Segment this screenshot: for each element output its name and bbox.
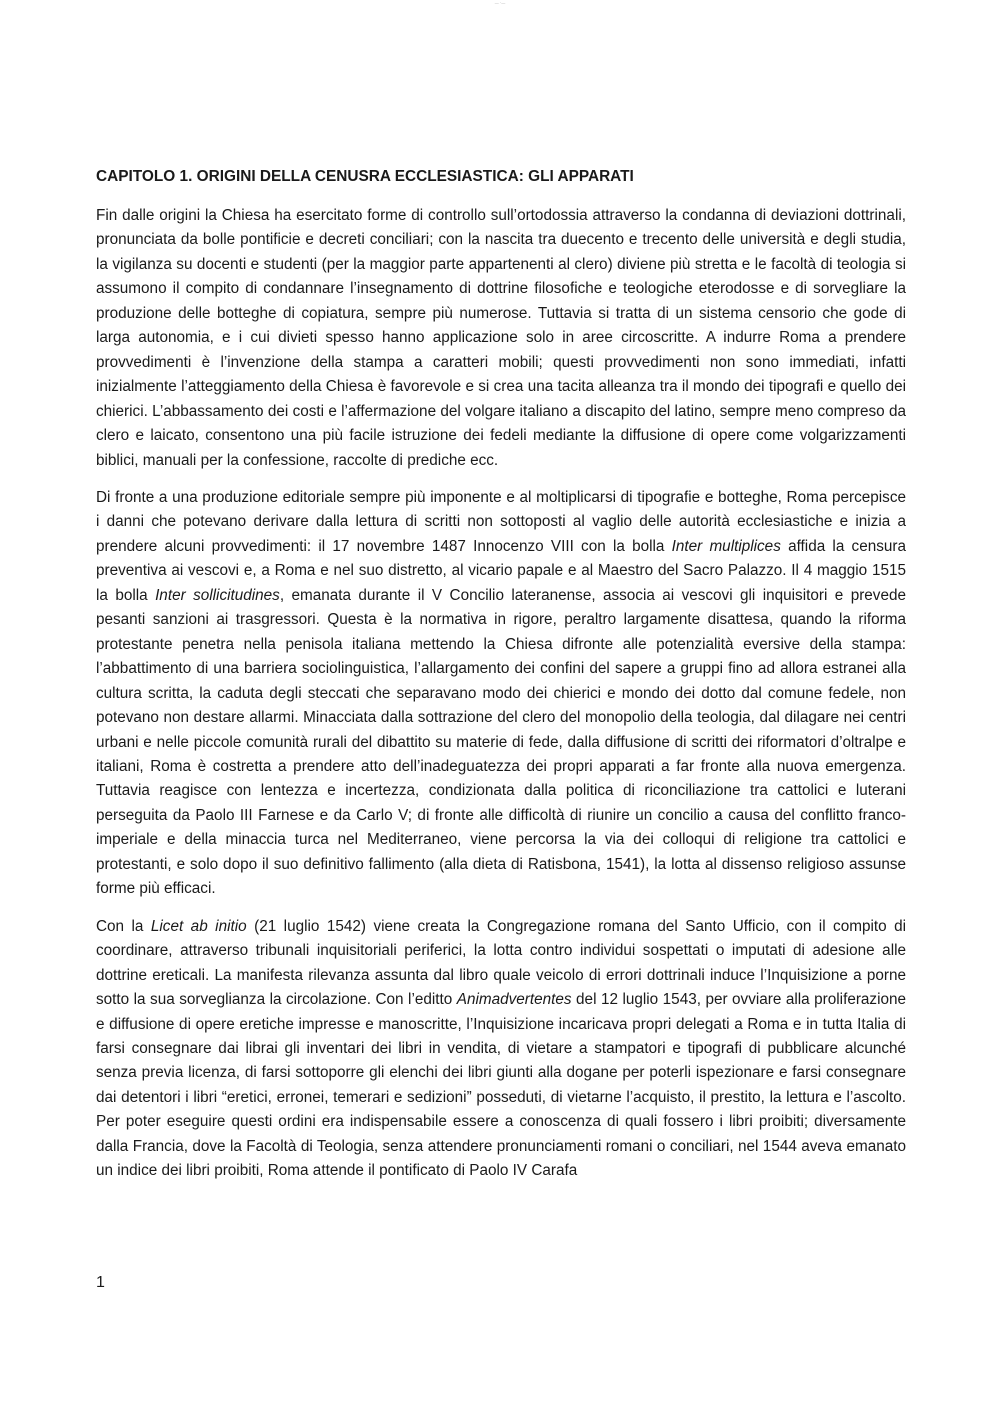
chapter-title: CAPITOLO 1. ORIGINI DELLA CENUSRA ECCLESIASTICA: GLI APPARATI (96, 168, 634, 185)
bull-title-inter-sollicitudines: Inter sollicitudines (155, 586, 280, 604)
header-mark: — ·— (494, 0, 506, 5)
bull-title-licet-ab-initio: Licet ab initio (150, 917, 247, 935)
paragraph-text: Di fronte a una produzione editoriale sempre più imponente e al moltiplicarsi di tipografie e botteghe, Roma percepisce i danni che potevano derivare dalla lettura di scritti non sottoposti al vaglio delle autorità ecclesiastiche e inizia a prendere alcuni provvedimenti: il 17 novembre 1487 Innocenzo VIII con la bolla (96, 488, 906, 555)
edict-title-animadvertentes: Animadvertentes (456, 991, 572, 1009)
paragraph-3 (96, 915, 906, 1184)
paragraph-text: , emanata durante il V Concilio lateranense, associa ai vescovi gli inquisitori e prevede pesanti sanzioni ai trasgressori. Questa è la normativa in rigore, peraltro largamente disattesa, quando la riforma protestante penetra nella penisola italiana mettendo la Chiesa difronte alle potenzialità eversive della stampa: l’abbattimento di una barriera sociolinguistica, l’allargamento dei confini del sapere a gruppi fino ad allora estranei alla cultura scritta, la caduta degli steccati che separavano modo dei chierici e mondo dei dotto dal comune fedele, non potevano non destare allarmi. Minacciata dalla sottrazione del clero del monopolio della teologia, dal dilagare nei centri urbani e nelle piccole comunità rurali del dibattito su materie di fede, dalla diffusione di scritti dei riformatori d’oltralpe e italiani, Roma è costretta a prendere atto dell’inadeguatezza dei propri apparati a far fronte alla nuova emergenza. Tuttavia reagisce con lentezza e incertezza, condizionata dalla politica di riconciliazione tra cattolici e luterani perseguita da Paolo III Farnese e da Carlo V; di fronte alle difficoltà di riunire un concilio a causa del conflitto franco-imperiale e della minaccia turca nel Mediterraneo, viene percorsa la via dei colloqui di religione tra cattolici e protestanti, e solo dopo il suo definitivo fallimento (alla dieta di Ratisbona, 1541), la lotta al dissenso religioso assunse forme più efficaci. (96, 586, 906, 898)
page-number: 1 (96, 1274, 105, 1291)
paragraph-text: Con la (96, 917, 151, 935)
paragraph-text: (21 luglio 1542) viene creata la Congregazione romana del Santo Ufficio, con il compito di coordinare, attraverso tribunali inquisitoriali periferici, la lotta contro individui sospettati o imputati di adesione alle dottrine ereticali. La manifesta rilevanza assunta dal libro quale veicolo di errori dottrinali induce l’Inquisizione a porne sotto la sua sorveglianza la circolazione. Con l’editto (96, 917, 906, 1009)
paragraph-text: affida la censura preventiva ai vescovi e, a Roma e nel suo distretto, al vicario papale e al Maestro del Sacro Palazzo. Il 4 maggio 1515 la bolla (96, 537, 906, 604)
paragraph-text: Fin dalle origini la Chiesa ha esercitato forme di controllo sull’ortodossia attraverso la condanna di deviazioni dottrinali, pronunciata da bolle pontificie e decreti conciliari; con la nascita tra duecento e trecento delle università e degli studia, la vigilanza su docenti e studenti (per la maggior parte appartenenti al clero) diviene più stretta e le facoltà di teologia si assumono il compito di condannare l’insegnamento di dottrine filosofiche e teologiche eterodosse e di sorvegliare la produzione delle botteghe di copiatura, sempre più numerose. Tuttavia si tratta di un sistema censorio che gode di larga autonomia, e i cui divieti spesso hanno applicazione solo in aree circoscritte. A indurre Roma a prendere provvedimenti è l’invenzione della stampa a caratteri mobili; questi provvedimenti non sono immediati, infatti inizialmente l’atteggiamento della Chiesa è favorevole e si crea una tacita alleanza tra il mondo dei tipografi e quello dei chierici. L’abbassamento dei costi e l’affermazione del volgare italiano a discapito del latino, sempre meno compreso da clero e laicato, consentono una più facile istruzione dei fedeli mediante la diffusione di opere come volgarizzamenti biblici, manuali per la confessione, raccolte di prediche ecc. (96, 207, 906, 469)
paragraph-2 (96, 486, 906, 902)
paragraph-text: del 12 luglio 1543, per ovviare alla proliferazione e diffusione di opere eretiche impresse e manoscritte, l’Inquisizione incaricava propri delegati a Roma e in tutta Italia di farsi consegnare dai librai gli inventari dei libri in vendita, di vietare a stampatori e tipografi di pubblicare alcunché senza previa licenza, di farsi sottoporre gli elenchi dei libri giunti alla dogane per poterli ispezionare e farsi consegnare dai detentori i libri “eretici, erronei, temerari e sedizioni” posseduti, di vietarne l’acquisto, il prestito, la lettura e l’ascolto. Per poter eseguire questi ordini era indispensabile essere a conoscenza di quali fossero i libri proibiti; diversamente dalla Francia, dove la Facoltà di Teologia, senza attendere pronunciamenti romani o conciliari, nel 1544 aveva emanato un indice dei libri proibiti, Roma attende il pontificato di Paolo IV Carafa (96, 991, 906, 1180)
paragraph-1 (96, 204, 906, 473)
document-body (96, 166, 906, 1197)
bull-title-inter-multiplices: Inter multiplices (671, 537, 781, 555)
